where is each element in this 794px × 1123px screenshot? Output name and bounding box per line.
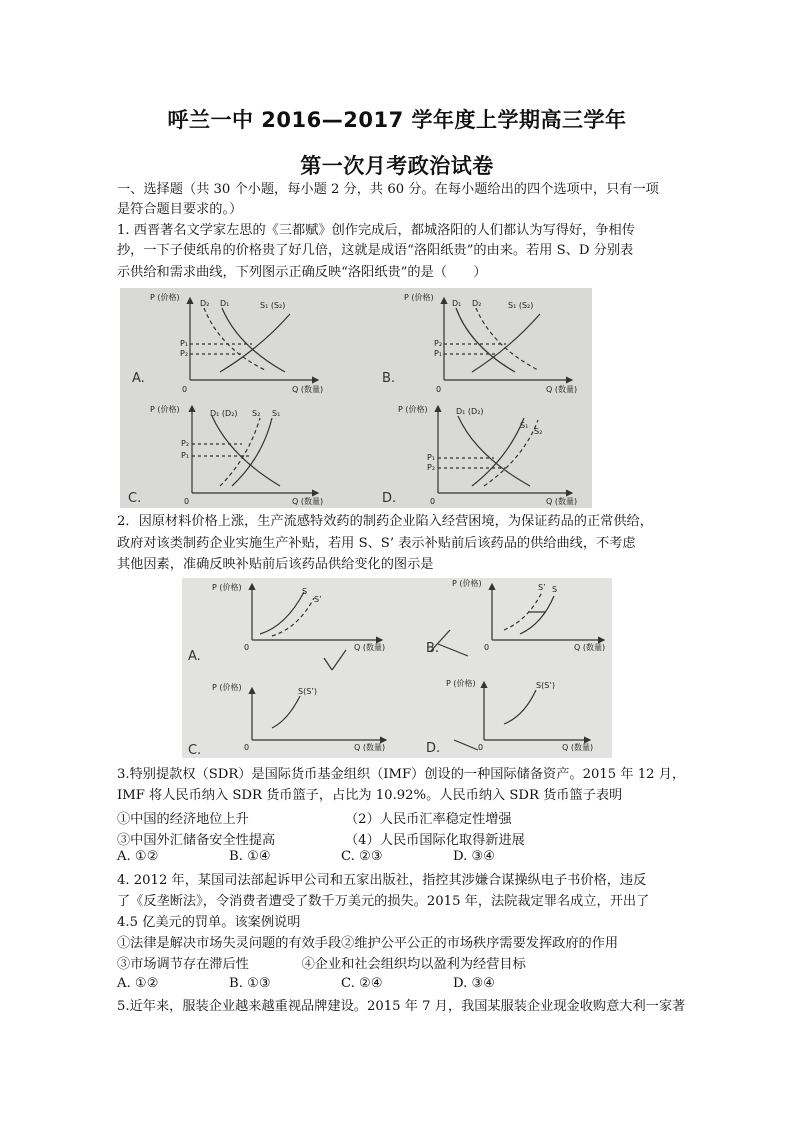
y-axis-label: P (价格) [446, 679, 476, 688]
option-letter: C. [188, 743, 202, 758]
origin-label: 0 [478, 743, 484, 752]
option-letter: C. [128, 491, 142, 506]
question-3-statements [117, 829, 687, 849]
x-axis-label: Q (数量) [546, 497, 578, 506]
choice-d[interactable]: D. ③④ [453, 976, 496, 991]
curve-label: S’ [314, 595, 322, 604]
origin-label: 0 [484, 643, 490, 652]
question-4-text: 了《反垄断法》，令消费者遭受了数千万美元的损失。2015 年，法院裁定罪名成立，开出了 [117, 894, 650, 909]
curve-label: S₁ (S₂) [260, 301, 286, 310]
curve-label: S’ [538, 583, 546, 592]
option-letter: A. [132, 371, 145, 386]
price-label: P₂ [180, 349, 189, 358]
curve-label: S [302, 587, 308, 596]
origin-label: 0 [430, 497, 436, 506]
question-4-choices [117, 976, 687, 996]
question-5-text: 5.近年来，服装企业越来越重视品牌建设。2015 年 7 月，我国某服装企业现金收购意大利一家著 [117, 999, 686, 1014]
graph-b [444, 298, 572, 380]
graph-d [454, 682, 590, 750]
y-axis-label: P (价格) [212, 683, 242, 692]
curve-label: S₂ [252, 409, 261, 418]
option-letter: B. [382, 371, 396, 386]
exam-title-line2: 第一次月考政治试卷 [300, 154, 494, 178]
question-3-statements [117, 808, 687, 828]
origin-label: 0 [244, 743, 250, 752]
statement: ①中国的经济地位上升 [117, 812, 249, 827]
statement: （4）人民币国际化取得新进展 [345, 833, 525, 848]
origin-label: 0 [182, 385, 188, 394]
curve-label: D₂ [200, 299, 210, 308]
price-label: P₁ [181, 451, 190, 460]
question-2-figure [182, 578, 612, 758]
x-axis-label: Q (数量) [562, 743, 594, 752]
statement: ③市场调节存在滞后性 ④企业和社会组织均以盈利为经营目标 [117, 957, 526, 972]
option-letter: A. [188, 649, 201, 664]
question-1-text: 抄，一下子使纸帛的价格贵了好几倍，这就是成语“洛阳纸贵”的由来。若用 S、D 分别表 [117, 243, 634, 258]
curve-label: D₁ (D₂) [210, 409, 238, 418]
price-label: P₁ [434, 349, 443, 358]
question-1-text: 1. 西晋著名文学家左思的《三都赋》创作完成后，都城洛阳的人们都认为写得好，争相传 [117, 223, 635, 238]
origin-label: 0 [184, 497, 190, 506]
question-1-text: 示供给和需求曲线，下列图示正确反映“洛阳纸贵”的是（ ） [117, 265, 487, 280]
choice-b[interactable]: B. ①③ [229, 976, 271, 991]
question-3-choices [117, 849, 687, 869]
choice-b[interactable]: B. ①④ [229, 849, 271, 864]
price-label: P₁ [180, 339, 189, 348]
x-axis-label: Q (数量) [574, 643, 606, 652]
option-letter: D. [382, 491, 397, 506]
question-3-text: IMF 将人民币纳入 SDR 货币篮子，占比为 10.92%。人民币纳入 SDR 货币篮子表明 [117, 788, 623, 803]
graph-c [252, 688, 386, 740]
option-letter: D. [426, 741, 441, 756]
y-axis-label: P (价格) [404, 293, 434, 302]
choice-c[interactable]: C. ②③ [341, 849, 383, 864]
choice-c[interactable]: C. ②④ [341, 976, 383, 991]
question-2-text: 其他因素，准确反映补贴前后该药品供给变化的图示是 [117, 557, 434, 572]
curve-label: S [552, 585, 558, 594]
y-axis-label: P (价格) [398, 405, 428, 414]
price-label: P₂ [434, 339, 443, 348]
y-axis-label: P (价格) [150, 293, 180, 302]
x-axis-label: Q (数量) [354, 643, 386, 652]
curve-label: S(S’) [298, 687, 317, 696]
question-4-text: 4. 2012 年，某国司法部起诉甲公司和五家出版社，指控其涉嫌合谋操纵电子书价格，违反 [117, 873, 647, 888]
curve-label: S(S’) [536, 681, 555, 690]
curve-label: D₁ [452, 299, 462, 308]
statement: ③中国外汇储备安全性提高 [117, 833, 276, 848]
question-3-text: 3.特别提款权（SDR）是国际货币基金组织（IMF）创设的一种国际储备资产。2015 年 12 月， [117, 767, 686, 782]
question-2-text: 2．因原材料价格上涨，生产流感特效药的制药企业陷入经营困境，为保证药品的正常供给， [117, 514, 653, 529]
origin-label: 0 [436, 385, 442, 394]
exam-title-line1: 呼兰一中 2016—2017 学年度上学期高三学年 [167, 108, 627, 132]
x-axis-label: Q (数量) [546, 385, 578, 394]
choice-d[interactable]: D. ③④ [453, 849, 496, 864]
origin-label: 0 [244, 643, 250, 652]
y-axis-label: P (价格) [150, 405, 180, 414]
choice-a[interactable]: A. ①② [117, 976, 159, 991]
statement: （2）人民币汇率稳定性增强 [345, 812, 512, 827]
curve-label: S₁ [520, 421, 529, 430]
option-letter: B. [426, 641, 440, 656]
curve-label: D₁ (D₂) [456, 407, 484, 416]
graph-c [192, 406, 318, 493]
x-axis-label: Q (数量) [292, 497, 324, 506]
price-label: P₁ [427, 453, 436, 462]
price-label: P₂ [427, 463, 436, 472]
question-4-text: 4.5 亿美元的罚单。该案例说明 [117, 915, 301, 930]
curve-label: D₂ [472, 299, 482, 308]
question-1-figure [120, 288, 592, 508]
section-heading-cont: 是符合题目要求的。） [117, 202, 243, 217]
section-heading: 一、选择题（共 30 个小题，每小题 2 分，共 60 分。在每小题给出的四个选项中，只有一项 [117, 182, 659, 197]
price-label: P₂ [181, 439, 190, 448]
curve-label: S₂ [534, 427, 543, 436]
graph-d [438, 406, 572, 493]
curve-label: S₁ (S₂) [508, 301, 534, 310]
choice-a[interactable]: A. ①② [117, 849, 159, 864]
graph-a [190, 298, 318, 380]
x-axis-label: Q (数量) [292, 385, 324, 394]
y-axis-label: P (价格) [212, 583, 242, 592]
statement: ①法律是解决市场失灵问题的有效手段②维护公平公正的市场秩序需要发挥政府的作用 [117, 936, 619, 951]
curve-label: D₁ [220, 299, 230, 308]
curve-label: S₁ [272, 409, 281, 418]
x-axis-label: Q (数量) [354, 743, 386, 752]
question-2-text: 政府对该类制药企业实施生产补贴，若用 S、S’ 表示补贴前后该药品的供给曲线，不考虑 [117, 536, 636, 551]
y-axis-label: P (价格) [452, 579, 482, 588]
